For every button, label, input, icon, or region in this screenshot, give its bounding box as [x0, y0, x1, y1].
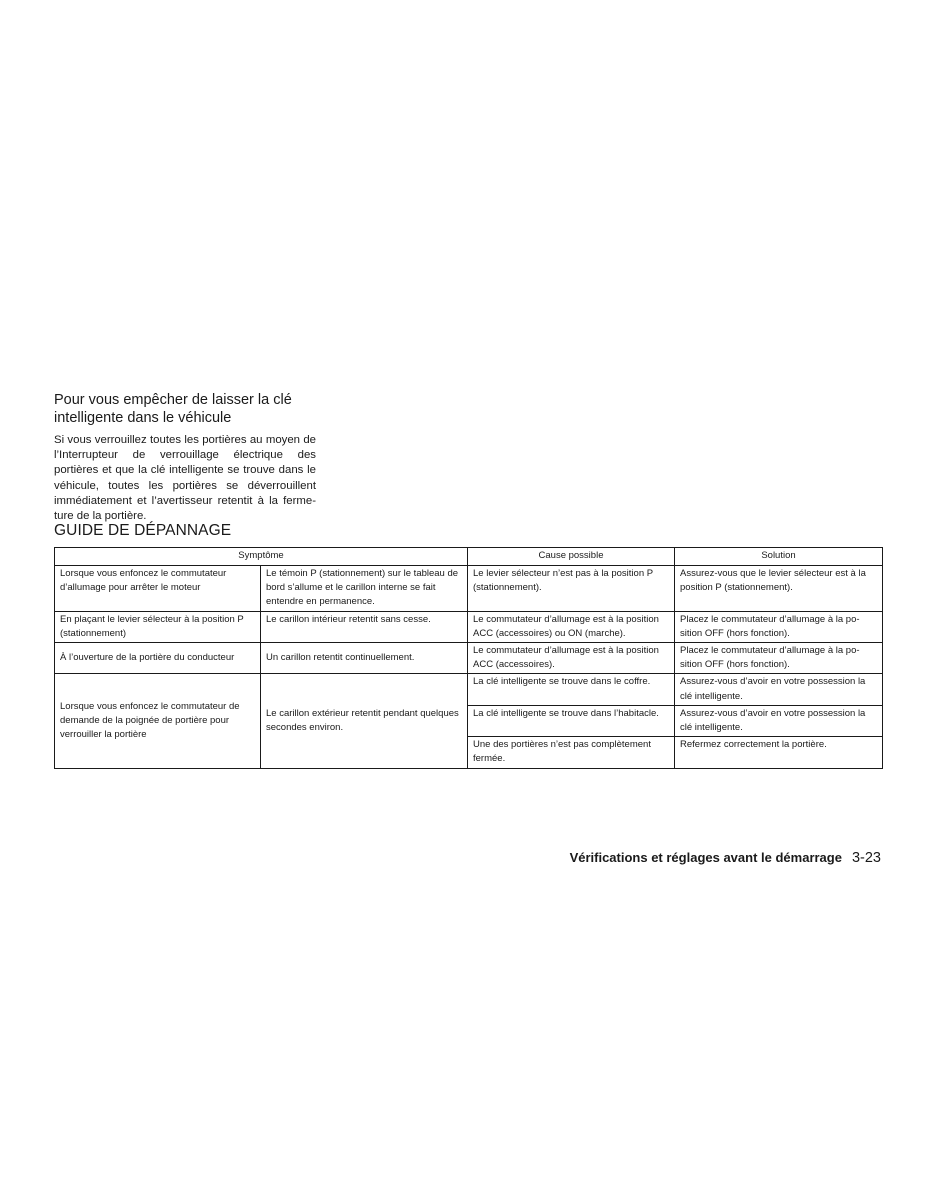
- solution-cell: Placez le commutateur d’allumage à la position OFF (hors fonction).: [675, 611, 883, 642]
- cause-cell: La clé intelligente se trouve dans l’habitacle.: [468, 705, 675, 736]
- section-body: Si vous verrouillez toutes les portières au moyen de l’Interrupteur de verrouillage électrique des portières et que la clé intelligente se trouve dans le véhicule, toutes les portières se déverrouillent immédiatement et l’avertisseur retentit à la fermeture de la portière.: [54, 434, 316, 523]
- table-header-row: [55, 548, 883, 566]
- table-row: [55, 674, 883, 705]
- troubleshooting-table: [54, 547, 883, 769]
- cause-cell: Le levier sélecteur n’est pas à la position P (stationnement).: [468, 566, 675, 612]
- symptom-context-cell: Lorsque vous enfoncez le commutateur d’allumage pour arrêter le moteur: [55, 566, 261, 612]
- symptom-context-cell: À l’ouverture de la portière du conducteur: [55, 643, 261, 674]
- solution-cell: Placez le commutateur d’allumage à la position OFF (hors fonction).: [675, 643, 883, 674]
- section-heading: Pour vous empêcher de laisser la clé intelligente dans le véhicule: [54, 392, 292, 426]
- symptom-detail-cell: Le carillon intérieur retentit sans cesse.: [261, 611, 468, 642]
- table-row: [55, 643, 883, 674]
- symptom-context-cell: Lorsque vous enfoncez le commutateur de demande de la poignée de portière pour verrouiller la portière: [55, 674, 261, 768]
- solution-cell: Refermez correctement la portière.: [675, 737, 883, 768]
- page-number: 3-23: [851, 850, 881, 866]
- header-symptom: Symptôme: [55, 548, 468, 566]
- page-footer: [570, 849, 881, 867]
- table-row: [55, 611, 883, 642]
- header-solution: Solution: [675, 548, 883, 566]
- chapter-title: Vérifications et réglages avant le démarrage: [569, 850, 842, 865]
- troubleshooting-title: GUIDE DE DÉPANNAGE: [54, 522, 232, 539]
- symptom-detail-cell: Un carillon retentit continuellement.: [261, 643, 468, 674]
- solution-cell: Assurez-vous d’avoir en votre possession la clé intelligente.: [675, 674, 883, 705]
- table-row: [55, 566, 883, 612]
- cause-cell: Le commutateur d’allumage est à la position ACC (accessoires).: [468, 643, 675, 674]
- symptom-detail-cell: Le carillon extérieur retentit pendant quelques secondes environ.: [261, 674, 468, 768]
- symptom-context-cell: En plaçant le levier sélecteur à la position P (stationnement): [55, 611, 261, 642]
- symptom-detail-cell: Le témoin P (stationnement) sur le tableau de bord s’allume et le carillon interne se fait entendre en permanence.: [261, 566, 468, 612]
- cause-cell: La clé intelligente se trouve dans le coffre.: [468, 674, 675, 705]
- solution-cell: Assurez-vous que le levier sélecteur est à la position P (stationnement).: [675, 566, 883, 612]
- solution-cell: Assurez-vous d’avoir en votre possession la clé intelligente.: [675, 705, 883, 736]
- cause-cell: Une des portières n’est pas complètement fermée.: [468, 737, 675, 768]
- cause-cell: Le commutateur d’allumage est à la position ACC (accessoires) ou ON (marche).: [468, 611, 675, 642]
- header-cause: Cause possible: [468, 548, 675, 566]
